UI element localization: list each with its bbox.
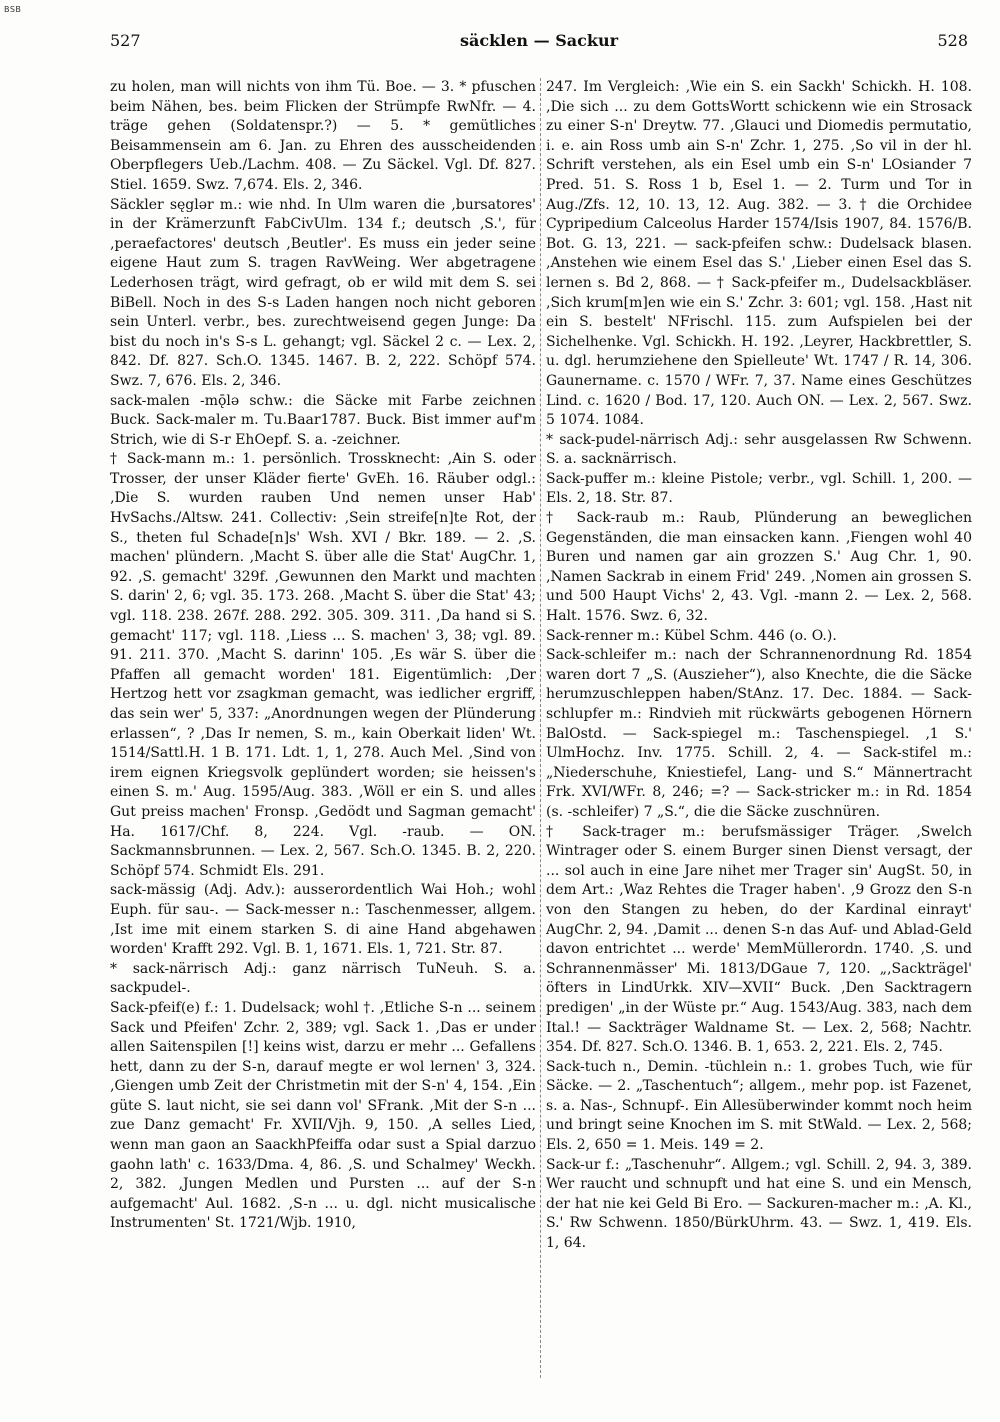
entry-paragraph: † Sack-trager m.: berufsmässiger Träger. ‚Swelch Wintrager oder S. einem Burger sinen Dienst versagt, der ... sol auch in eine Jare nihet mer Trager sin' AugSt. 50, in dem Art.: ‚Waz Rehtes die Trager haben'. ‚9 Grozz den S-n von den Stangen zu heben, do der Kardinal einrayt' AugChr. 2, 94. ‚Damit ... denen S-n das Auf- und Ablad-Geld davon entrichtet ... werde' MemMüllerordn. 1740. ‚S. und Schrannenmässer' Mi. 1813/DGaue 7, 120. „‚Sackträgel' öfters in LindUrkk. XIV—XVII“ Buck. ‚Den Sacktragern predigen' „in der Wüste pr.“ Aug. 1543/Aug. 383, nach dem Ital.! — Sackträger Waldname St. — Lex. 2, 568; Nachtr. 354. Df. 827. Sch.O. 1346. B. 1, 653. 2, 221. Els. 2, 745. xyxy=(546,823,972,1056)
entry-paragraph: Säckler sęglər m.: wie nhd. In Ulm waren die ‚bursatores' in der Krämerzunft FabCivUlm. 134 f.; deutsch ‚S.', für ‚peraefactores' deutsch ‚Beutler'. Es muss ein jeder seine eigene Haut zum S. tragen RavWeing. Wer abgetragene Lederhosen trägt, wird gefragt, ob er wild mit dem S. sei BiBell. Noch in des S-s Laden hangen noch nicht geboren sein Unterl. verbr., bes. zurechtweisend gegen Junge: Da bist du noch in's S-s L. gehangt; vgl. Säckel 2 c. — Lex. 2, 842. Df. 827. Sch.O. 1345. 1467. B. 2, 222. Schöpf 574. Swz. 7, 676. Els. 2, 346. xyxy=(110,196,536,389)
entry-paragraph: sack-mässig (Adj. Adv.): ausserordentlich Wai Hoh.; wohl Euph. für sau-. — Sack-messer n.: Taschenmesser, allgem. ‚Ist ime mit einem starken S. di aine Hand abgehawen worden' Krafft 292. Vgl. B. 1, 1671. Els. 1, 721. Str. 87. xyxy=(110,882,536,958)
page-number-right: 528 xyxy=(937,31,968,50)
right-column xyxy=(546,78,972,1378)
entry-paragraph: * sack-närrisch Adj.: ganz närrisch TuNeuh. S. a. sackpudel-. xyxy=(110,960,536,997)
entry-paragraph: 247. Im Vergleich: ‚Wie ein S. ein Sackh' Schickh. H. 108. ‚Die sich ... zu dem GottsWortt schickenn wie ein Strosack zu einer S-n' Dreytw. 77. ‚Glauci und Diomedis permutatio, i. e. ain Ross umb ain S-n' Zchr. 1, 275. ‚So vil in der hl. Schrift verstehen, als ein Esel umb ein S-n' LOsiander 7 Pred. 51. S. Ross 1 b, Esel 1. — 2. Turm und Tor in Aug./Zfs. 12, 10. 13, 12. Aug. 382. — 3. † die Orchidee Cypripedium Calceolus Harder 1574/Isis 1907, 84. 1576/B. Bot. G. 13, 221. — sack-pfeifen schw.: Dudelsack blasen. ‚Anstehen wie einem Esel das S.' ‚Lieber einen Esel das S. lernen s. Bd 2, 868. — † Sack-pfeifer m., Dudelsackbläser. ‚Sich krum[m]en wie ein S.' Zchr. 3: 601; vgl. 158. ‚Hast nit ein S. bestelt' NFrischl. 115. zum Aufspielen bei der Sichelhenke. Vgl. Schickh. H. 192. ‚Leyrer, Hackbrettler, S. u. dgl. herumziehene den Spielleute' Wt. 1747 / R. 14, 306. Gaunername. c. 1570 / WFr. 7, 37. Name eines Geschützes Lind. c. 1620 / Bod. 17, 120. Auch ON. — Lex. 2, 567. Swz. 5 1074. 1084. xyxy=(546,79,972,429)
entry-paragraph: * sack-pudel-närrisch Adj.: sehr ausgelassen Rw Schwenn. S. a. sacknärrisch. xyxy=(546,431,972,468)
entry-paragraph: zu holen, man will nichts von ihm Tü. Boe. — 3. * pfuschen beim Nähen, bes. beim Flicken der Strümpfe RwNfr. — 4. träge gehen (Soldatenspr.?) — 5. * gemütliches Beisammensein am 6. Jan. zu Ehren des ausscheidenden Oberpflegers Ueb./Lachm. 408. — Zu Säckel. Vgl. Df. 827. Stiel. 1659. Swz. 7,674. Els. 2, 346. xyxy=(110,79,536,193)
entry-paragraph: Sack-tuch n., Demin. -tüchlein n.: 1. grobes Tuch, wie für Säcke. — 2. „Taschentuch“; allgem., mehr pop. ist Fazenet, s. a. Nas-, Schnupf-. Ein Allesüberwinder kommt noch heim und bringt seine Knochen im S. mit StWald. — Lex. 2, 568; Els. 2, 650 = 1. Meis. 149 = 2. xyxy=(546,1058,972,1154)
entry-paragraph: Sack-schleifer m.: nach der Schrannenordnung Rd. 1854 waren dort 7 „S. (Auszieher“), also Knechte, die die Säcke herumzuschleppen haben/StAnz. 17. Dec. 1884. — Sack-schlupfer m.: Rindvieh mit rückwärts gebogenen Hörnern BalOstd. — Sack-spiegel m.: Taschenspiegel. ‚1 S.' UlmHochz. Inv. 1775. Schill. 2, 4. — Sack-stifel m.: „Niederschuhe, Kniestiefel, Lang- und S.“ Männertracht Frk. XVI/WFr. 8, 246; =? — Sack-stricker m.: in Rd. 1854 (s. -schleifer) 7 „S.“, die die Säcke zuschnüren. xyxy=(546,647,972,820)
library-stamp: BSB xyxy=(4,5,22,14)
entry-paragraph: sack-malen -mǭlə schw.: die Säcke mit Farbe zeichnen Buck. Sack-maler m. Tu.Baar1787. Buck. Bist immer auf'm Strich, wie di S-r EhOepf. S. a. -zeichner. xyxy=(110,392,536,448)
text-columns xyxy=(110,78,972,1378)
entry-paragraph: Sack-ur f.: „Taschenuhr“. Allgem.; vgl. Schill. 2, 94. 3, 389. Wer raucht und schnupft und hat eine S. und ein Mensch, der hat nie kei Geld Bi Ero. — Sackuren-macher m.: ‚A. Kl., S.' Rw Schwenn. 1850/BürkUhrm. 43. — Swz. 1, 419. Els. 1, 64. xyxy=(546,1156,972,1252)
entry-paragraph: † Sack-raub m.: Raub, Plünderung an beweglichen Gegenständen, die man einsacken kann. ‚Fiengen wohl 40 Buren und namen gar ain grozzen S.' Aug Chr. 1, 90. ‚Namen Sackrab in einem Frid' 249. ‚Nomen ain grossen S. und 500 Haupt Vichs' 2, 43. Vgl. -mann 2. — Lex. 2, 568. Halt. 1576. Swz. 6, 32. xyxy=(546,510,972,625)
running-head xyxy=(110,30,968,56)
entry-paragraph: Sack-puffer m.: kleine Pistole; verbr., vgl. Schill. 1, 200. — Els. 2, 18. Str. 87. xyxy=(546,470,972,507)
entry-paragraph: † Sack-mann m.: 1. persönlich. Trossknecht: ‚Ain S. oder Trosser, der unser Kläder fierte' GvEh. 16. Räuber odgl.: ‚Die S. wurden rauben Und nemen unser Hab' HvSachs./Altsw. 241. Collectiv: ‚Sein streife[n]te Rot, der S., theten ful Schade[n]s' Wsh. XVI / Bkr. 189. — 2. ‚S. machen' plündern. ‚Macht S. über alle die Stat' AugChr. 1, 92. ‚S. gemacht' 329f. ‚Gewunnen den Markt und machten S. darin' 2, 6; vgl. 35. 173. 268. ‚Macht S. über die Stat' 43; vgl. 118. 238. 267f. 288. 292. 305. 309. 311. ‚Da hand si S. gemacht' 117; vgl. 118. ‚Liess ... S. machen' 3, 38; vgl. 89. 91. 211. 370. ‚Macht S. darinn' 105. ‚Es wär S. über die Pfaffen all gemacht worden' 181. Eigentümlich: ‚Der Hertzog hett vor zsagkman gemacht, was iedlicher ergriff, das sein wer' 5, 337: „Anordnungen wegen der Plünderung erlassen“, ? ‚Das Ir nemen, S. m., kain Oberkait liden' Wt. 1514/Sattl.H. 1 B. 171. Ldt. 1, 1, 278. Auch Mel. ‚Sind von irem eignen Kriegsvolk geplündert worden; sie heissen's einen S. m.' Aug. 1595/Aug. 383. ‚Wöll er ein S. und alles Gut preiss machen' Fronsp. ‚Gedödt und Sagman gemacht' Ha. 1617/Chf. 8, 224. Vgl. -raub. — ON. Sackmannsbrunnen. — Lex. 2, 567. Sch.O. 1345. B. 2, 220. Schöpf 574. Schmidt Els. 291. xyxy=(110,451,536,879)
entry-paragraph: Sack-renner m.: Kübel Schm. 446 (o. O.). xyxy=(546,627,837,644)
column-divider xyxy=(540,78,541,1378)
page-number-left: 527 xyxy=(110,31,141,50)
left-column xyxy=(110,78,536,1378)
running-title: säcklen — Sackur xyxy=(459,31,619,50)
entry-paragraph: Sack-pfeif(e) f.: 1. Dudelsack; wohl †. ‚Etliche S-n ... seinem Sack und Pfeifen' Zchr. 2, 389; vgl. Sack 1. ‚Das er under allen Saitenspilen [!] keins wist, darzu er mehr ... Gefallens hett, dann zu der S-n, darauf megte er wol lernen' 3, 324. ‚Giengen umb Zeit der Christmetin mit der S-n' 4, 154. ‚Ein güte S. laut nicht, sie sei dann vol' SFrank. ‚Mit der S-n ... zue Danz gemacht' Fr. XVII/Vjh. 9, 150. ‚A selles Lied, wenn man gaon an SaackhPfeiffa odar sust a Spial darzuo gaohn lath' c. 1633/Dma. 4, 86. ‚S. und Schalmey' Weckh. 2, 382. ‚Jungen Medlen und Pursten ... auf der S-n aufgemacht' Aul. 1682. ‚S-n ... u. dgl. nicht musicalische Instrumenten' St. 1721/Wjb. 1910, xyxy=(110,999,536,1232)
